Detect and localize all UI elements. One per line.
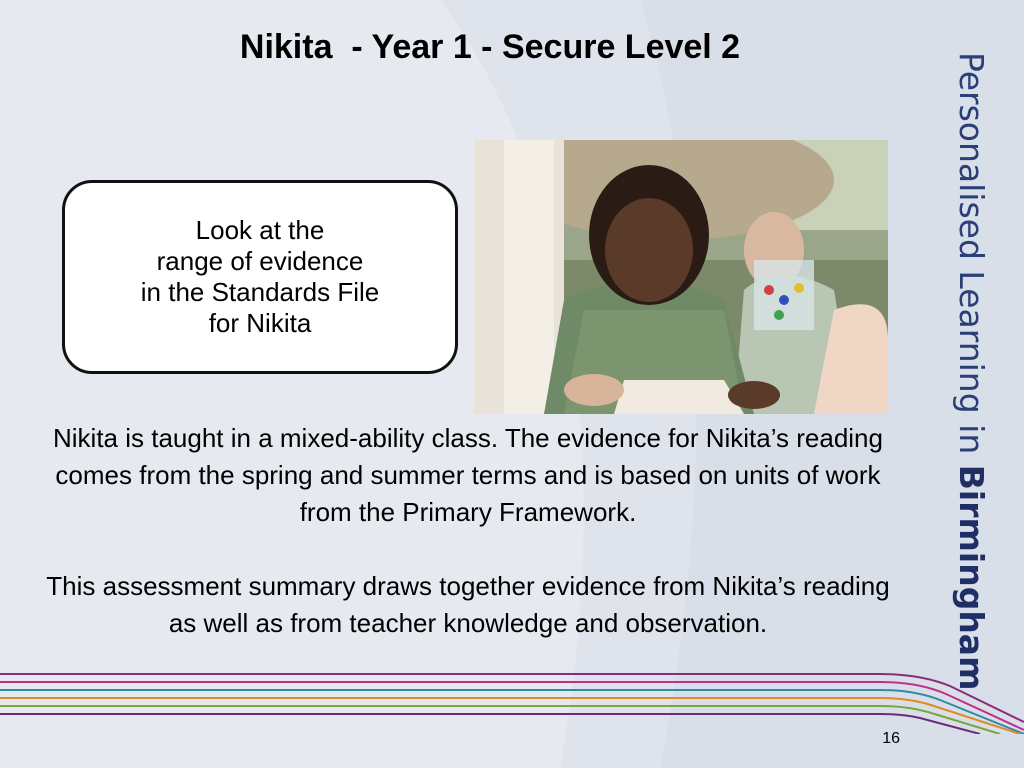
evidence-callout-box [62,180,458,374]
logo-word-personalised: Personalised [952,52,991,260]
callout-text: Look at the range of evidence in the Standards File for Nikita [140,215,380,338]
personalised-learning-logo [952,52,991,690]
page-number: 16 [882,730,900,747]
body-paragraph-2: This assessment summary draws together evidence from Nikita’s reading as well as from teacher knowledge and observation. [46,571,890,638]
decorative-stripes [0,664,1024,734]
logo-word-learning: Learning [952,270,991,414]
slide-title: Nikita - Year 1 - Secure Level 2 [239,28,741,66]
logo-word-in: in [952,424,991,455]
classroom-photo [474,140,888,414]
logo-word-birmingham: Birmingham [952,464,991,691]
body-paragraph-1: Nikita is taught in a mixed-ability class. The evidence for Nikita’s reading comes from the spring and summer terms and is based on units of work from the Primary Framework. [53,423,883,527]
